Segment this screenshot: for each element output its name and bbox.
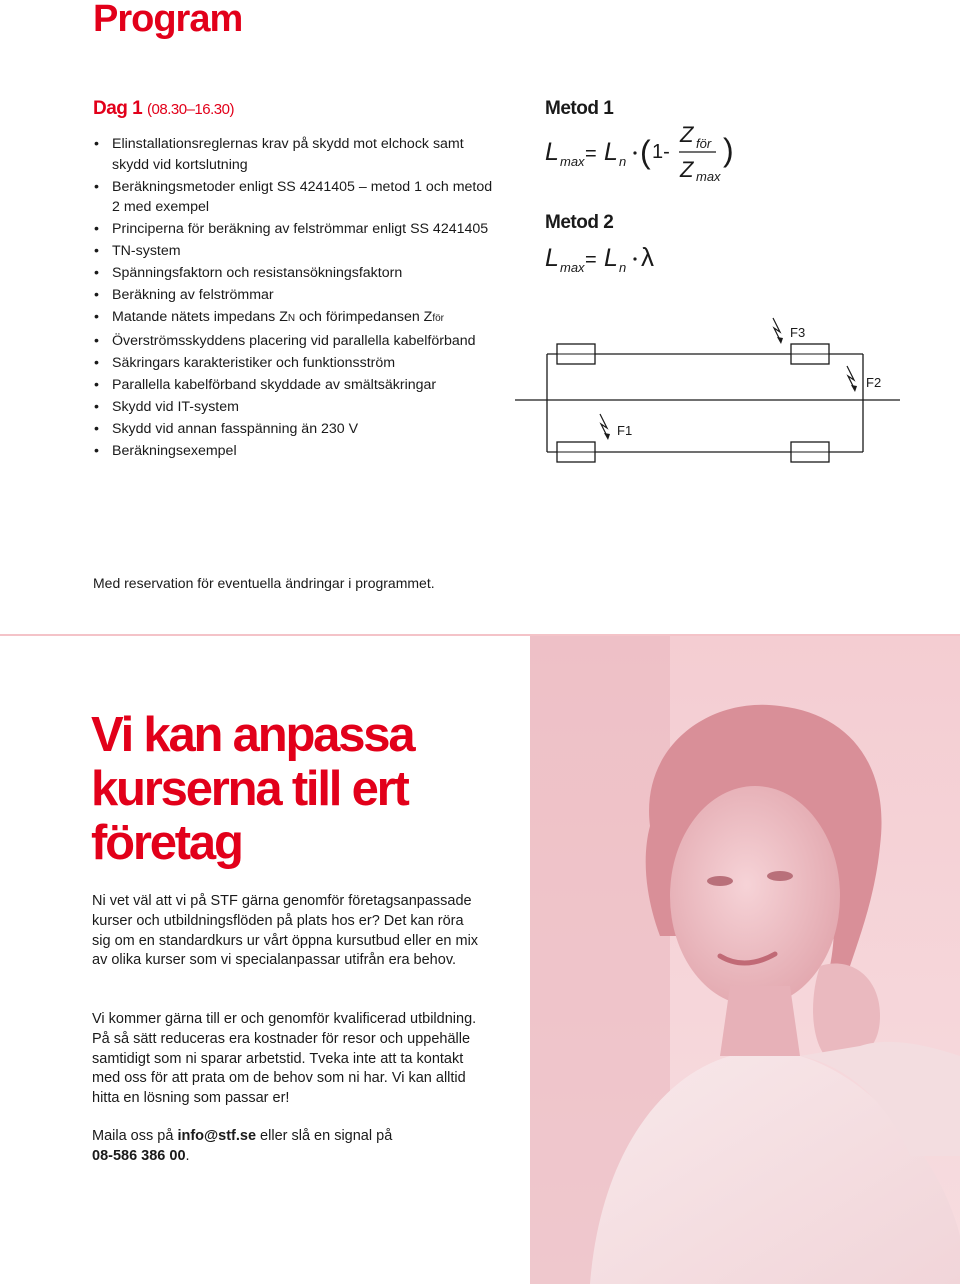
footnote: Med reservation för eventuella ändringar i programmet. bbox=[93, 575, 435, 591]
formula-close-paren: ) bbox=[723, 132, 734, 168]
page-title: Program bbox=[93, 0, 243, 40]
label-f2: F2 bbox=[866, 375, 882, 390]
fault-arrow-f1 bbox=[600, 414, 610, 440]
cta-heading-line-3: företag bbox=[91, 816, 242, 870]
method2-heading: Metod 2 bbox=[545, 212, 614, 233]
fault-arrow-f2 bbox=[847, 366, 857, 392]
formula-equals: = bbox=[585, 143, 597, 165]
list-item: • Beräkningsmetoder enligt SS 4241405 – metod 1 och metod 2 med exempel bbox=[93, 177, 493, 218]
formula2-dot bbox=[633, 257, 636, 260]
list-item-impedance bbox=[93, 307, 493, 330]
email-link[interactable]: info@stf.se bbox=[177, 1128, 257, 1144]
cta-heading-line-2: kurserna till ert bbox=[91, 762, 408, 816]
list-item: • TN-system bbox=[93, 241, 493, 262]
fault-arrow-f3 bbox=[773, 318, 783, 344]
list-item: • Säkringars karakteristiker och funktionsström bbox=[93, 353, 493, 374]
day-time: (08.30–16.30) bbox=[147, 101, 234, 118]
formula-L: L bbox=[545, 138, 559, 166]
method1-heading: Metod 1 bbox=[545, 98, 614, 119]
formula-one-minus: 1- bbox=[652, 141, 670, 163]
list-item: • Beräkningsexempel bbox=[93, 441, 493, 462]
method1-formula-svg bbox=[545, 122, 760, 186]
woman-photo bbox=[530, 636, 960, 1284]
formula-Z-den: Z bbox=[680, 157, 694, 182]
list-item: • Beräkning av felströmmar bbox=[93, 285, 493, 306]
cta-heading-line-1: Vi kan anpassa bbox=[91, 708, 414, 762]
formula-open-paren: ( bbox=[640, 134, 651, 170]
formula2-max-sub: max bbox=[560, 260, 585, 275]
formula-Ln: L bbox=[604, 138, 618, 166]
contact-paragraph bbox=[92, 1127, 482, 1167]
formula-max-sub: max bbox=[560, 154, 585, 169]
program-list bbox=[93, 134, 493, 463]
formula-Z-num: Z bbox=[680, 122, 694, 147]
list-item: • Spänningsfaktorn och resistansökningsfaktorn bbox=[93, 263, 493, 284]
method2-formula-svg bbox=[545, 236, 675, 280]
cta-heading bbox=[91, 708, 511, 870]
circuit-diagram bbox=[515, 310, 900, 470]
formula-n-sub: n bbox=[619, 154, 627, 169]
formula-max-den-sub: max bbox=[696, 169, 721, 184]
phone-number[interactable]: 08-586 386 00 bbox=[92, 1147, 186, 1164]
list-item: • Skydd vid IT-system bbox=[93, 397, 493, 418]
cta-paragraph-1: Ni vet väl att vi på STF gärna genomför företagsanpassade kurser och utbildningsflöden på plats hos er? Det kan röra sig om en standardkurs ur vårt öppna kursutbud eller en mix av olika kurser som vi specialanpassar utifrån era behov. bbox=[92, 893, 479, 969]
formula2-L: L bbox=[545, 244, 559, 272]
list-item: • Principerna för beräkning av felströmmar enligt SS 4241405 bbox=[93, 219, 493, 240]
contact-mid: eller slå en signal på bbox=[256, 1128, 393, 1144]
list-item: • Skydd vid annan fasspänning än 230 V bbox=[93, 419, 493, 440]
method2-formula bbox=[545, 236, 675, 285]
contact-end: . bbox=[185, 1147, 190, 1164]
impedance-sub-for: för bbox=[432, 313, 445, 324]
cta-paragraph-2: Vi kommer gärna till er och genomför kvalificerad utbildning. På så sätt reduceras era kostnader för resor och uppehälle samtidigt som ni sparar arbetstid. Tveka inte att ta kontakt med oss för att prata om de behov som ni har. Vi kan alltid hitta en lösning som passar er! bbox=[92, 1011, 477, 1107]
formula2-equals: = bbox=[585, 249, 597, 271]
list-item: • Elinstallationsreglernas krav på skydd mot elchock samt skydd vid kortslutning bbox=[93, 134, 493, 175]
list-item: • Överströmsskyddens placering vid parallella kabelförband bbox=[93, 331, 493, 352]
formula2-Ln: L bbox=[604, 244, 618, 272]
method1-formula bbox=[545, 122, 760, 191]
impedance-sub-n: N bbox=[287, 313, 296, 324]
day-label: Dag 1 bbox=[93, 98, 143, 119]
contact-pre: Maila oss på bbox=[92, 1128, 178, 1144]
label-f3: F3 bbox=[790, 325, 806, 340]
impedance-text-2: och förimpedansen Z bbox=[295, 309, 433, 325]
formula2-n-sub: n bbox=[619, 260, 627, 275]
formula-dot bbox=[633, 151, 636, 154]
list-item: • Parallella kabelförband skyddade av smältsäkringar bbox=[93, 375, 493, 396]
formula2-lambda: λ bbox=[641, 242, 654, 272]
day-heading bbox=[93, 98, 234, 120]
label-f1: F1 bbox=[617, 423, 633, 438]
formula-for-sub: för bbox=[696, 136, 712, 151]
impedance-text-1: Matande nätets impedans Z bbox=[112, 309, 288, 325]
